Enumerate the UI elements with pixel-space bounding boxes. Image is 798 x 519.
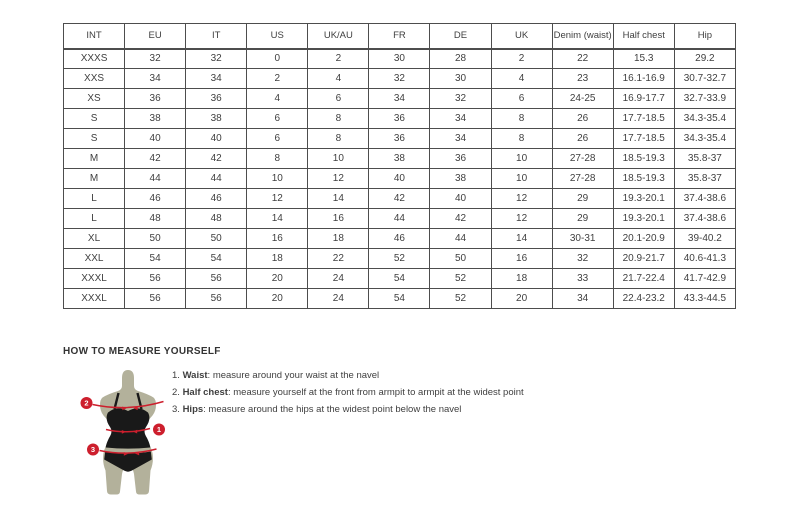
step-label: Waist xyxy=(182,370,208,381)
size-value-cell: 16.9-17.7 xyxy=(613,89,674,109)
size-value-cell: 32 xyxy=(369,69,430,89)
size-value-cell: 44 xyxy=(369,209,430,229)
size-value-cell: 36 xyxy=(369,129,430,149)
size-value-cell: 32 xyxy=(430,89,491,109)
size-value-cell: 50 xyxy=(125,229,186,249)
size-value-cell: 48 xyxy=(186,209,247,229)
size-row xyxy=(64,49,736,69)
size-value-cell: 38 xyxy=(369,149,430,169)
size-value-cell: 8 xyxy=(308,129,369,149)
size-value-cell: 4 xyxy=(308,69,369,89)
size-value-cell: 54 xyxy=(125,249,186,269)
size-value-cell: 40 xyxy=(125,129,186,149)
size-value-cell: 39-40.2 xyxy=(674,229,735,249)
size-row xyxy=(64,109,736,129)
measure-steps xyxy=(172,371,524,422)
badge-chest xyxy=(81,397,93,409)
size-value-cell: 34 xyxy=(125,69,186,89)
size-table-head-row xyxy=(64,24,736,49)
size-value-cell: 14 xyxy=(247,209,308,229)
size-value-cell: 42 xyxy=(369,189,430,209)
size-value-cell: 29 xyxy=(552,189,613,209)
size-value-cell: 19.3-20.1 xyxy=(613,209,674,229)
size-value-cell: 18 xyxy=(308,229,369,249)
size-row xyxy=(64,169,736,189)
size-label-cell: S xyxy=(64,129,125,149)
size-row xyxy=(64,189,736,209)
size-value-cell: 10 xyxy=(491,149,552,169)
size-value-cell: 24-25 xyxy=(552,89,613,109)
size-value-cell: 37.4-38.6 xyxy=(674,209,735,229)
size-value-cell: 34 xyxy=(430,129,491,149)
size-value-cell: 20 xyxy=(247,269,308,289)
size-value-cell: 6 xyxy=(247,109,308,129)
size-chart-table xyxy=(63,23,736,309)
size-label-cell: L xyxy=(64,209,125,229)
size-value-cell: 24 xyxy=(308,289,369,309)
size-value-cell: 38 xyxy=(430,169,491,189)
column-header: FR xyxy=(369,24,430,49)
size-value-cell: 12 xyxy=(491,189,552,209)
badge-waist xyxy=(153,424,165,436)
size-value-cell: 22 xyxy=(552,49,613,69)
size-value-cell: 54 xyxy=(369,289,430,309)
size-value-cell: 34 xyxy=(552,289,613,309)
column-header: Half chest xyxy=(613,24,674,49)
size-value-cell: 18 xyxy=(247,249,308,269)
column-header: IT xyxy=(186,24,247,49)
badge-hips xyxy=(87,444,99,456)
measure-section-title: HOW TO MEASURE YOURSELF xyxy=(63,346,221,357)
column-header: DE xyxy=(430,24,491,49)
measurement-illustration xyxy=(78,368,178,498)
size-value-cell: 40 xyxy=(430,189,491,209)
size-value-cell: 30-31 xyxy=(552,229,613,249)
size-value-cell: 6 xyxy=(308,89,369,109)
column-header: US xyxy=(247,24,308,49)
size-row xyxy=(64,289,736,309)
size-value-cell: 34.3-35.4 xyxy=(674,129,735,149)
size-value-cell: 17.7-18.5 xyxy=(613,109,674,129)
size-value-cell: 42 xyxy=(430,209,491,229)
size-value-cell: 56 xyxy=(186,289,247,309)
size-value-cell: 38 xyxy=(186,109,247,129)
size-value-cell: 56 xyxy=(186,269,247,289)
size-label-cell: XL xyxy=(64,229,125,249)
size-value-cell: 12 xyxy=(491,209,552,229)
size-value-cell: 20 xyxy=(491,289,552,309)
size-value-cell: 20.1-20.9 xyxy=(613,229,674,249)
size-value-cell: 52 xyxy=(430,269,491,289)
size-value-cell: 29.2 xyxy=(674,49,735,69)
step-text: : measure around the hips at the widest point below the navel xyxy=(203,404,462,415)
size-value-cell: 44 xyxy=(186,169,247,189)
size-value-cell: 32 xyxy=(186,49,247,69)
size-value-cell: 35.8-37 xyxy=(674,149,735,169)
size-label-cell: XXS xyxy=(64,69,125,89)
column-header: Denim (waist) xyxy=(552,24,613,49)
size-value-cell: 2 xyxy=(247,69,308,89)
size-row xyxy=(64,69,736,89)
step-number: 2. xyxy=(172,387,183,398)
size-row xyxy=(64,229,736,249)
size-value-cell: 2 xyxy=(491,49,552,69)
step-number: 1. xyxy=(172,370,183,381)
size-value-cell: 48 xyxy=(125,209,186,229)
size-value-cell: 46 xyxy=(186,189,247,209)
size-value-cell: 34 xyxy=(186,69,247,89)
size-value-cell: 40 xyxy=(186,129,247,149)
size-value-cell: 42 xyxy=(186,149,247,169)
size-value-cell: 36 xyxy=(186,89,247,109)
size-value-cell: 16 xyxy=(247,229,308,249)
size-value-cell: 46 xyxy=(125,189,186,209)
step-label: Hips xyxy=(182,404,204,415)
size-row xyxy=(64,269,736,289)
size-value-cell: 30 xyxy=(369,49,430,69)
size-value-cell: 44 xyxy=(125,169,186,189)
size-value-cell: 12 xyxy=(247,189,308,209)
size-value-cell: 18 xyxy=(491,269,552,289)
size-label-cell: XXXS xyxy=(64,49,125,69)
size-chart-head xyxy=(64,24,736,49)
size-value-cell: 19.3-20.1 xyxy=(613,189,674,209)
size-value-cell: 54 xyxy=(369,269,430,289)
size-value-cell: 16 xyxy=(491,249,552,269)
size-value-cell: 46 xyxy=(369,229,430,249)
size-value-cell: 26 xyxy=(552,109,613,129)
step-label: Half chest xyxy=(182,387,228,398)
step-text: : measure yourself at the front from armpit to armpit at the widest point xyxy=(227,387,524,398)
size-label-cell: S xyxy=(64,109,125,129)
size-value-cell: 54 xyxy=(186,249,247,269)
size-value-cell: 8 xyxy=(491,129,552,149)
size-value-cell: 10 xyxy=(308,149,369,169)
size-value-cell: 32 xyxy=(125,49,186,69)
badge-chest-number: 2 xyxy=(84,398,89,408)
size-value-cell: 12 xyxy=(308,169,369,189)
size-label-cell: M xyxy=(64,149,125,169)
size-value-cell: 20.9-21.7 xyxy=(613,249,674,269)
size-value-cell: 20 xyxy=(247,289,308,309)
size-value-cell: 56 xyxy=(125,289,186,309)
size-value-cell: 22 xyxy=(308,249,369,269)
size-label-cell: L xyxy=(64,189,125,209)
measure-step xyxy=(172,405,524,415)
mannequin-figure-svg xyxy=(78,368,178,498)
size-row xyxy=(64,129,736,149)
size-value-cell: 6 xyxy=(247,129,308,149)
column-header: Hip xyxy=(674,24,735,49)
step-number: 3. xyxy=(172,404,183,415)
size-value-cell: 30 xyxy=(430,69,491,89)
size-table-body xyxy=(64,49,736,309)
size-value-cell: 36 xyxy=(369,109,430,129)
size-value-cell: 8 xyxy=(247,149,308,169)
size-value-cell: 40.6-41.3 xyxy=(674,249,735,269)
size-value-cell: 40 xyxy=(369,169,430,189)
size-value-cell: 34 xyxy=(369,89,430,109)
size-value-cell: 32.7-33.9 xyxy=(674,89,735,109)
size-value-cell: 4 xyxy=(247,89,308,109)
size-label-cell: XXXL xyxy=(64,289,125,309)
size-value-cell: 8 xyxy=(491,109,552,129)
size-row xyxy=(64,89,736,109)
size-value-cell: 41.7-42.9 xyxy=(674,269,735,289)
size-value-cell: 27-28 xyxy=(552,149,613,169)
size-value-cell: 2 xyxy=(308,49,369,69)
size-value-cell: 32 xyxy=(552,249,613,269)
column-header: INT xyxy=(64,24,125,49)
size-value-cell: 34 xyxy=(430,109,491,129)
size-value-cell: 8 xyxy=(308,109,369,129)
measure-step xyxy=(172,371,524,381)
badge-hips-number: 3 xyxy=(90,445,96,455)
size-value-cell: 33 xyxy=(552,269,613,289)
size-value-cell: 14 xyxy=(491,229,552,249)
size-value-cell: 16.1-16.9 xyxy=(613,69,674,89)
size-value-cell: 50 xyxy=(430,249,491,269)
size-row xyxy=(64,149,736,169)
size-value-cell: 52 xyxy=(369,249,430,269)
size-value-cell: 0 xyxy=(247,49,308,69)
size-value-cell: 50 xyxy=(186,229,247,249)
size-value-cell: 17.7-18.5 xyxy=(613,129,674,149)
size-value-cell: 30.7-32.7 xyxy=(674,69,735,89)
size-value-cell: 35.8-37 xyxy=(674,169,735,189)
size-value-cell: 38 xyxy=(125,109,186,129)
column-header: UK/AU xyxy=(308,24,369,49)
size-value-cell: 14 xyxy=(308,189,369,209)
size-value-cell: 27-28 xyxy=(552,169,613,189)
size-value-cell: 26 xyxy=(552,129,613,149)
size-value-cell: 36 xyxy=(430,149,491,169)
size-value-cell: 29 xyxy=(552,209,613,229)
size-label-cell: M xyxy=(64,169,125,189)
camisole-top xyxy=(106,408,151,448)
size-row xyxy=(64,249,736,269)
size-value-cell: 56 xyxy=(125,269,186,289)
size-value-cell: 22.4-23.2 xyxy=(613,289,674,309)
size-value-cell: 24 xyxy=(308,269,369,289)
size-value-cell: 43.3-44.5 xyxy=(674,289,735,309)
size-value-cell: 18.5-19.3 xyxy=(613,169,674,189)
size-value-cell: 52 xyxy=(430,289,491,309)
size-label-cell: XXXL xyxy=(64,269,125,289)
size-value-cell: 28 xyxy=(430,49,491,69)
size-value-cell: 10 xyxy=(491,169,552,189)
column-header: EU xyxy=(125,24,186,49)
size-value-cell: 21.7-22.4 xyxy=(613,269,674,289)
size-value-cell: 34.3-35.4 xyxy=(674,109,735,129)
size-value-cell: 36 xyxy=(125,89,186,109)
size-value-cell: 15.3 xyxy=(613,49,674,69)
measure-step xyxy=(172,388,524,398)
size-value-cell: 18.5-19.3 xyxy=(613,149,674,169)
size-value-cell: 16 xyxy=(308,209,369,229)
size-label-cell: XS xyxy=(64,89,125,109)
step-text: : measure around your waist at the navel xyxy=(207,370,380,381)
size-label-cell: XXL xyxy=(64,249,125,269)
size-value-cell: 42 xyxy=(125,149,186,169)
size-value-cell: 44 xyxy=(430,229,491,249)
size-row xyxy=(64,209,736,229)
size-value-cell: 6 xyxy=(491,89,552,109)
size-value-cell: 23 xyxy=(552,69,613,89)
size-value-cell: 37.4-38.6 xyxy=(674,189,735,209)
size-value-cell: 4 xyxy=(491,69,552,89)
column-header: UK xyxy=(491,24,552,49)
badge-waist-number: 1 xyxy=(156,425,162,435)
size-value-cell: 10 xyxy=(247,169,308,189)
